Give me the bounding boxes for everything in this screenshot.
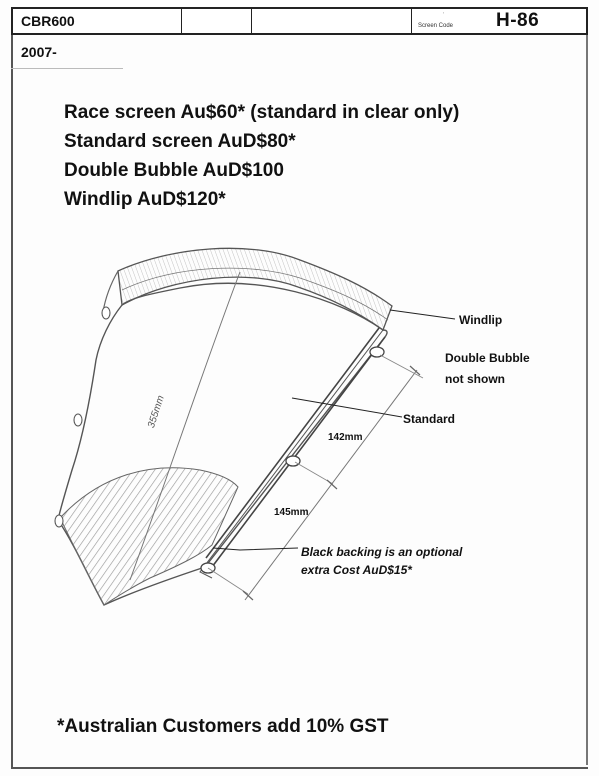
note-line-1: Black backing is an optional [301,545,463,559]
mount-hole-icon [74,414,82,426]
dimension-355mm: 355mm [146,394,167,430]
price-windlip: Windlip AuD$120* [64,189,226,210]
screen-code-label: Screen Code [418,23,454,29]
mount-hole-icon [286,456,300,466]
label-double-bubble: Double Bubble [445,351,530,365]
black-backing-note [301,543,462,579]
price-race-screen: Race screen Au$60* (standard in clear only) [64,102,460,123]
mount-hole-icon [55,515,63,527]
price-standard-screen: Standard screen AuD$80* [64,131,296,152]
note-line-2: extra Cost AuD$15* [301,563,412,577]
pen-mark-icon: ˈ [442,11,445,20]
screen-code-value: H-86 [496,10,540,31]
price-double-bubble: Double Bubble AuD$100 [64,160,284,181]
windlip-leader [390,310,455,319]
model-name: CBR600 [21,13,75,29]
standard-leader [292,398,402,417]
label-standard: Standard [403,412,456,426]
model-year: 2007- [21,44,57,60]
dimension-142mm: 142mm [328,432,363,443]
mount-hole-icon [370,347,384,357]
label-windlip: Windlip [459,313,503,327]
mount-hole-icon [102,307,110,319]
dimension-145mm: 145mm [274,507,309,518]
gst-footnote: *Australian Customers add 10% GST [57,716,389,737]
black-backing-area [60,468,238,605]
label-not-shown: not shown [445,372,505,386]
windlip-band [118,248,392,330]
